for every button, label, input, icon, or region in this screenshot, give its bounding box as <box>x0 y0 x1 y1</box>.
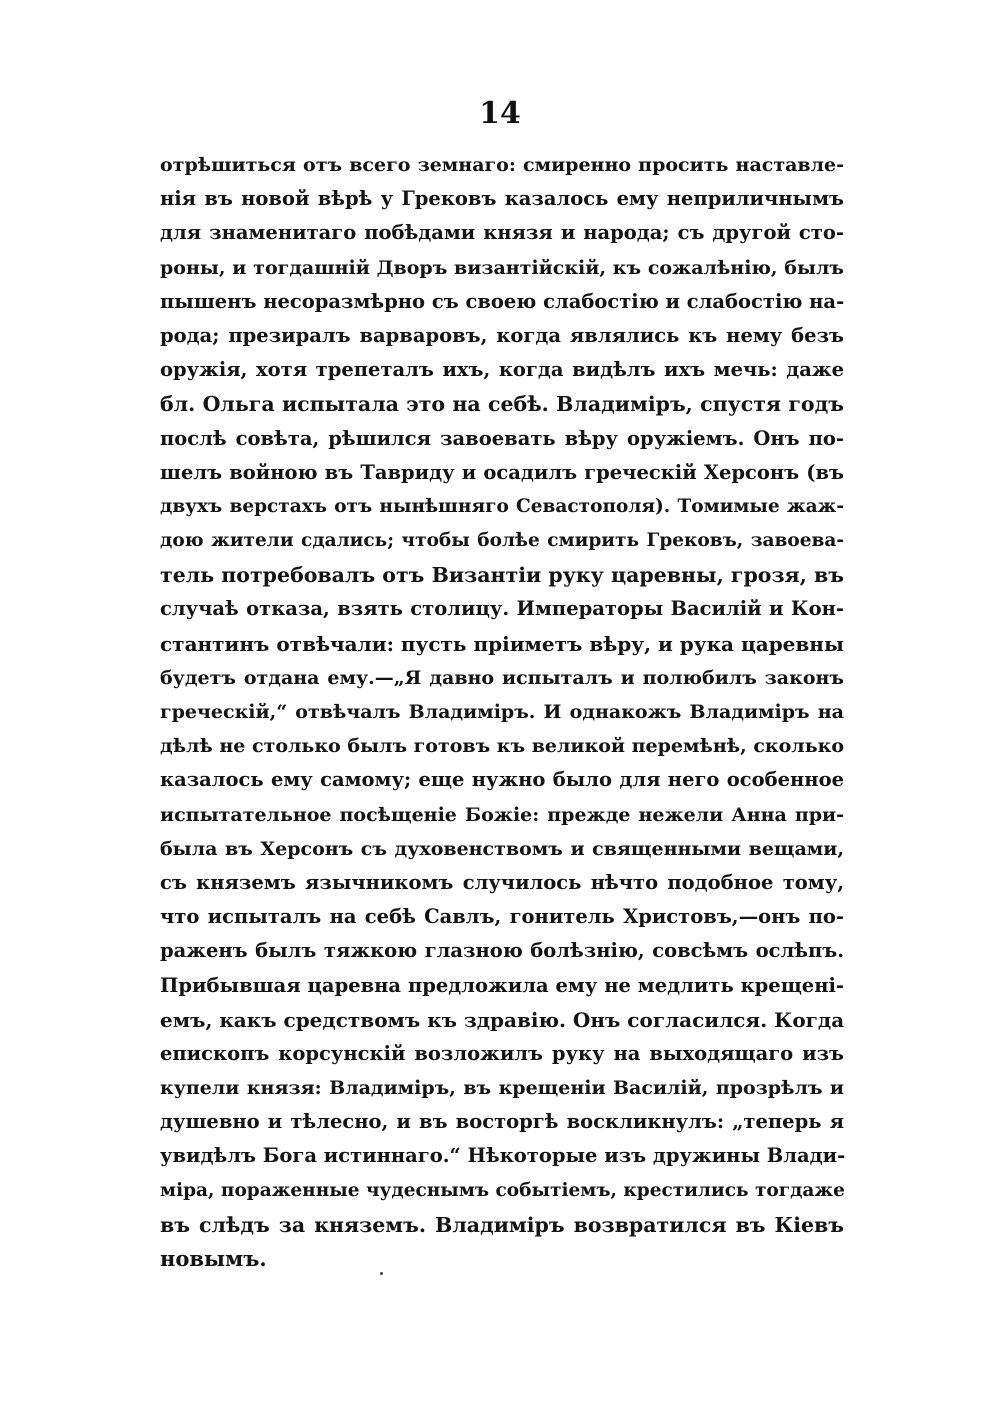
text-line: емъ, какъ средствомъ къ здравію. Онъ согласился. Когда <box>160 1007 845 1032</box>
text-line: казалось ему самому; еще нужно было для него особенное <box>160 768 844 792</box>
text-line: Прибывшая царевна предложила ему не медлить крещені- <box>160 973 844 997</box>
text-line: дою жители сдались; чтобы болѣе смирить Грековъ, завоева- <box>160 530 844 552</box>
text-line: будетъ отдана ему.—„Я давно испыталъ и полюбилъ законъ <box>160 666 844 689</box>
text-line: роны, и тогдашній Дворъ византійскій, къ сожалѣнію, былъ <box>160 256 844 279</box>
text-line: случаѣ отказа, взять столицу. Императоры Василій и Кон- <box>160 597 844 621</box>
text-line: рода; презиралъ варваровъ, когда являлись къ нему безъ <box>160 323 844 347</box>
text-line: бл. Ольга испытала это на себѣ. Владиміръ, спустя годъ <box>160 392 844 417</box>
text-line-last: новымъ. <box>160 1246 267 1271</box>
text-line: душевно и тѣлесно, и въ восторгѣ воскликнулъ: „теперь я <box>160 1110 844 1134</box>
text-line: была въ Херсонъ съ духовенствомъ и священными вещами, <box>160 837 844 860</box>
text-line: греческій,“ отвѣчалъ Владиміръ. И однакожъ Владиміръ на <box>160 701 844 723</box>
text-line: раженъ былъ тяжкою глазною болѣзнію, совсѣмъ ослѣпъ. <box>160 939 844 963</box>
text-line: отрѣшиться отъ всего земнаго: смиренно просить наставле- <box>160 154 844 176</box>
text-line: нія въ новой вѣрѣ у Грековъ казалось ему неприличнымъ <box>160 187 844 211</box>
text-line: оружія, хотя трепеталъ ихъ, когда видѣлъ ихъ мечь: даже <box>160 358 844 382</box>
text-line: съ княземъ язычникомъ случилось нѣчто подобное тому, <box>160 870 844 894</box>
text-line: двухъ верстахъ отъ нынѣшняго Севастополя). Томимые жаж- <box>160 495 844 517</box>
text-line: пышенъ несоразмѣрно съ своею слабостію и слабостію на- <box>160 289 845 313</box>
text-line: міра, пораженные чудеснымъ событіемъ, крестились тогдаже <box>160 1179 845 1201</box>
print-speck <box>380 1272 383 1275</box>
page-number: 14 <box>479 96 521 131</box>
text-line: стантинъ отвѣчали: пусть пріиметъ вѣру, и рука царевны <box>160 631 844 656</box>
text-line: дѣлѣ не столько былъ готовъ къ великой перемѣнѣ, сколько <box>160 735 844 758</box>
text-line: послѣ совѣта, рѣшился завоевать вѣру оружіемъ. Онъ по- <box>160 426 844 450</box>
text-line: для знаменитаго побѣдами князя и народа; съ другой сто- <box>160 221 844 245</box>
text-line: епископъ корсунскій возложилъ руку на выходящаго изъ <box>160 1041 844 1065</box>
text-line: шелъ войною въ Тавриду и осадилъ греческій Херсонъ (въ <box>160 460 844 484</box>
text-line: увидѣлъ Бога истиннаго.“ Нѣкоторые изъ дружины Влади- <box>160 1144 846 1168</box>
text-line: испытательное посѣщеніе Божіе: прежде нежели Анна при- <box>160 803 844 826</box>
text-line: тель потребовалъ отъ Византіи руку царевны, грозя, въ <box>160 563 844 588</box>
text-line: въ слѣдъ за княземъ. Владиміръ возвратился въ Кіевъ <box>160 1212 844 1237</box>
body-text <box>160 148 844 1276</box>
text-line: что испыталъ на себѣ Савлъ, гонитель Христовъ,—онъ по- <box>160 905 844 929</box>
text-line: купели князя: Владиміръ, въ крещеніи Василій, прозрѣлъ и <box>160 1077 844 1100</box>
